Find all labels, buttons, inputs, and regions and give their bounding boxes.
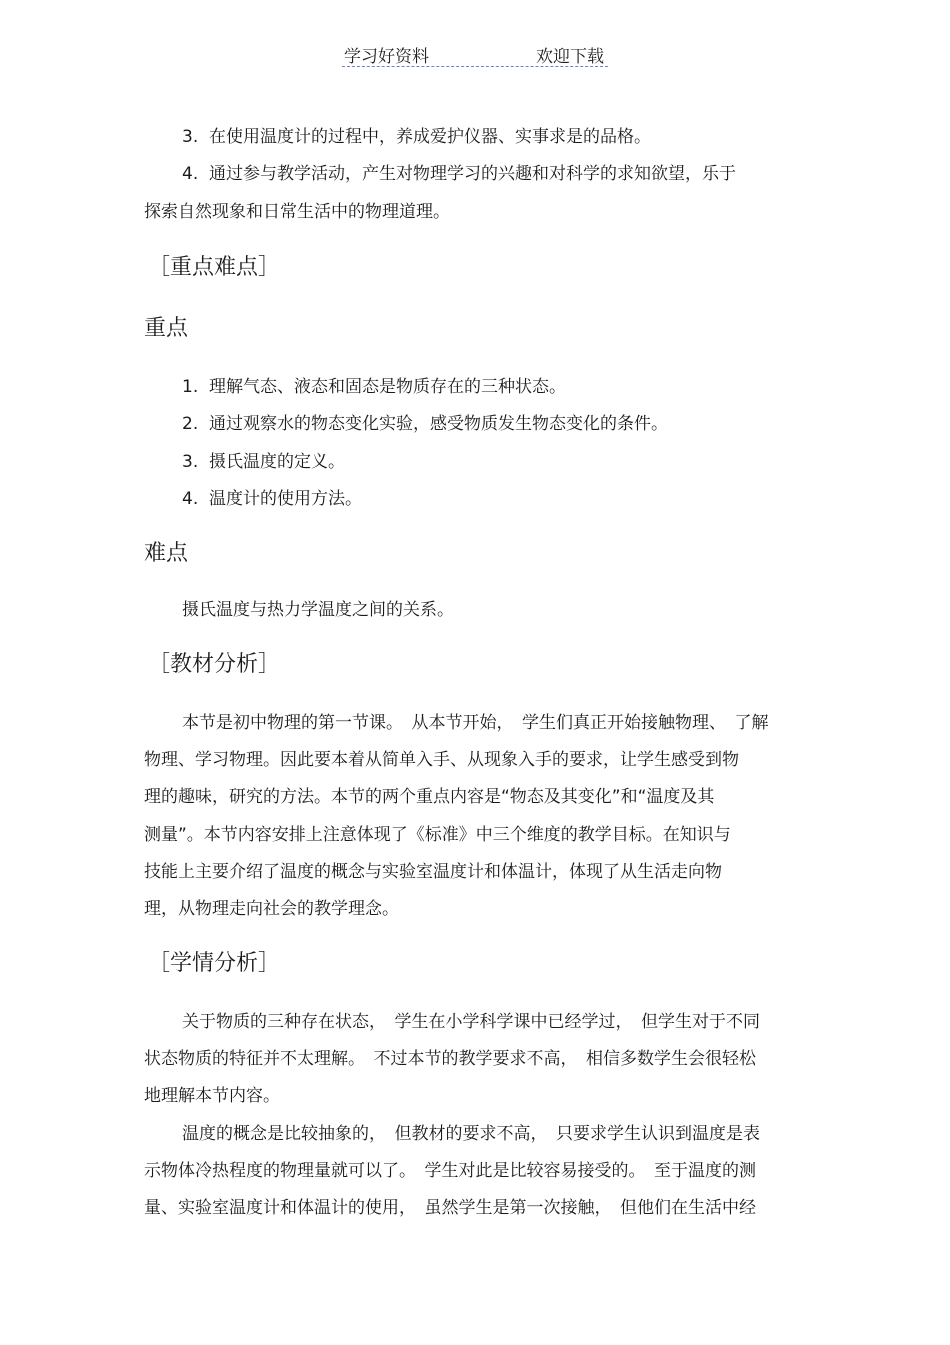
key-item-4 <box>182 488 362 510</box>
key-text: 温度计的使用方法。 <box>209 489 362 509</box>
textbook-line-2: 物理、学习物理。因此要本着从简单入手、从现象入手的要求，让学生感受到物 <box>144 750 739 770</box>
difficult-text: 摄氏温度与热力学温度之间的关系。 <box>182 600 454 620</box>
key-item-3 <box>182 451 345 473</box>
key-item-1 <box>182 376 566 398</box>
section-title-keypoints: ［重点难点］ <box>148 255 281 280</box>
key-number: 4. <box>182 489 199 509</box>
key-text: 理解气态、液态和固态是物质存在的三种状态。 <box>209 377 566 397</box>
textbook-line-1: 本节是初中物理的第一节课。 从本节开始， 学生们真正开始接触物理、 了解 <box>182 713 769 733</box>
students-line-6: 量、实验室温度计和体温计的使用， 虽然学生是第一次接触， 但他们在生活中经 <box>144 1198 756 1218</box>
students-line-2: 状态物质的特征并不太理解。 不过本节的教学要求不高， 相信多数学生会很轻松 <box>144 1049 756 1069</box>
section-title-textbook: ［教材分析］ <box>148 652 281 677</box>
objective-item-4 <box>182 163 736 185</box>
textbook-line-6: 理，从物理走向社会的教学理念。 <box>144 899 399 919</box>
key-item-2 <box>182 413 668 435</box>
textbook-line-5: 技能上主要介绍了温度的概念与实验室温度计和体温计，体现了从生活走向物 <box>144 862 722 882</box>
key-number: 3. <box>182 452 199 472</box>
heading-key: 重点 <box>144 316 189 341</box>
key-number: 2. <box>182 414 199 434</box>
page-header <box>342 40 608 67</box>
objective-text: 在使用温度计的过程中，养成爱护仪器、实事求是的品格。 <box>209 127 651 147</box>
students-line-4: 温度的概念是比较抽象的， 但教材的要求不高， 只要求学生认识到温度是表 <box>182 1124 760 1144</box>
header-right-text: 欢迎下载 <box>536 47 604 67</box>
students-line-1: 关于物质的三种存在状态， 学生在小学科学课中已经学过， 但学生对于不同 <box>182 1012 760 1032</box>
key-text: 通过观察水的物态变化实验，感受物质发生物态变化的条件。 <box>209 414 668 434</box>
objective-item-4-continuation: 探索自然现象和日常生活中的物理道理。 <box>144 202 450 222</box>
key-number: 1. <box>182 377 199 397</box>
objective-number: 3. <box>182 127 199 147</box>
objective-item-3 <box>182 126 651 148</box>
objective-text: 通过参与教学活动，产生对物理学习的兴趣和对科学的求知欲望，乐于 <box>209 164 736 184</box>
heading-difficult: 难点 <box>144 541 189 566</box>
objective-number: 4. <box>182 164 199 184</box>
section-title-students: ［学情分析］ <box>148 951 281 976</box>
textbook-line-4: 测量”。本节内容安排上注意体现了《标准》中三个维度的教学目标。在知识与 <box>144 825 731 845</box>
key-text: 摄氏温度的定义。 <box>209 452 345 472</box>
students-line-3: 地理解本节内容。 <box>144 1086 280 1106</box>
textbook-line-3: 理的趣味，研究的方法。本节的两个重点内容是“物态及其变化”和“温度及其 <box>144 787 715 807</box>
header-left-text: 学习好资料 <box>344 47 429 67</box>
students-line-5: 示物体冷热程度的物理量就可以了。 学生对此是比较容易接受的。 至于温度的测 <box>144 1161 756 1181</box>
